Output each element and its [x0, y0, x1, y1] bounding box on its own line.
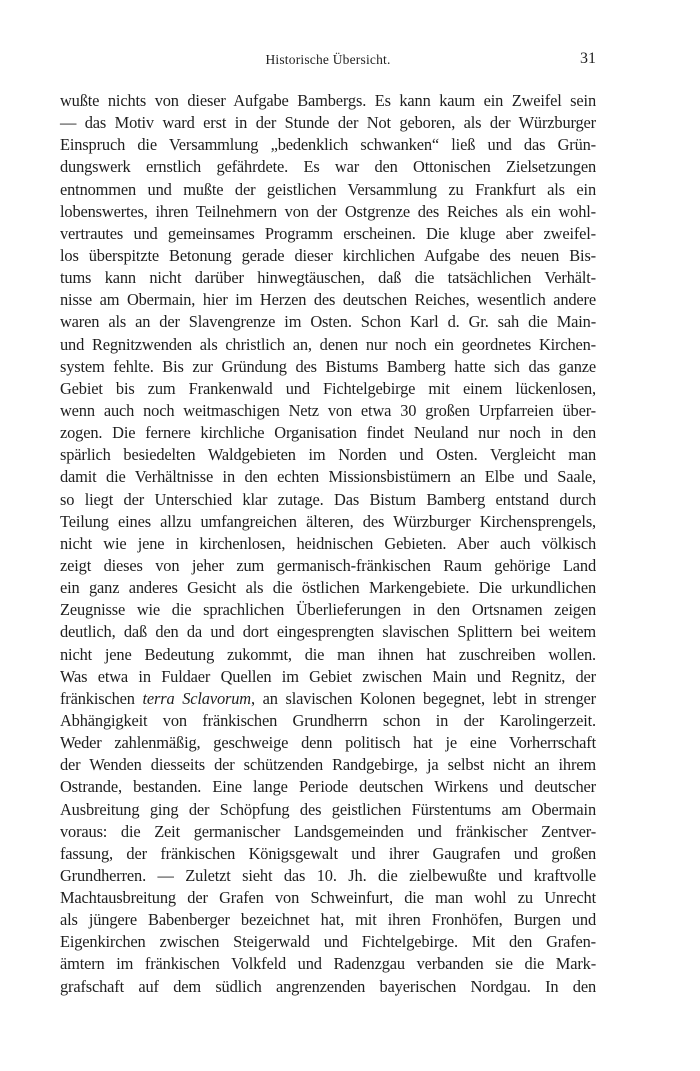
- text-line: Gebiet bis zum Frankenwald und Fichtelgebirge mit einem lückenlosen,: [60, 378, 596, 398]
- text-line: Was etwa in Fuldaer Quellen im Gebiet zwischen Main und Regnitz, der: [60, 666, 596, 686]
- text-line: entnommen und mußte der geistlichen Versammlung zu Frankfurt als ein: [60, 179, 596, 199]
- text-line: nicht jene Bedeutung zukommt, die man ihnen hat zuschreiben wollen.: [60, 644, 596, 664]
- body-paragraph: [60, 90, 596, 998]
- text-line: waren als an der Slavengrenze im Osten. Schon Karl d. Gr. sah die Main-: [60, 312, 596, 332]
- text-line: — das Motiv ward erst in der Stunde der Not geboren, als der Würzburger: [60, 113, 596, 133]
- text-line: wußte nichts von dieser Aufgabe Bambergs. Es kann kaum ein Zweifel sein: [60, 91, 596, 110]
- text-line: Ausbreitung ging der Schöpfung des geistlichen Fürstentums am Obermain: [60, 799, 596, 819]
- text-line: ein ganz anderes Gesicht als die östlichen Markengebiete. Die urkundlichen: [60, 578, 596, 598]
- running-title: Historische Übersicht.: [265, 52, 391, 67]
- text-line: der Wenden diesseits der schützenden Randgebirge, ja selbst nicht an ihrem: [60, 755, 596, 775]
- text-line: wenn auch noch weitmaschigen Netz von etwa 30 großen Urpfarreien über-: [60, 400, 596, 420]
- text-line: spärlich besiedelten Waldgebieten im Norden und Osten. Vergleicht man: [60, 445, 596, 465]
- text-line: Einspruch die Versammlung „bedenklich schwanken“ ließ und das Grün-: [60, 135, 596, 155]
- line-text-before-italic: fränkischen: [60, 688, 143, 708]
- text-line: nisse am Obermain, hier im Herzen des deutschen Reiches, wesentlich andere: [60, 290, 596, 310]
- running-header: [60, 52, 596, 72]
- text-line: zogen. Die fernere kirchliche Organisation findet Neuland nur noch in den: [60, 423, 596, 443]
- text-line: lobenswertes, ihren Teilnehmern von der Ostgrenze des Reiches als ein wohl-: [60, 201, 596, 221]
- text-line: Ostrande, bestanden. Eine lange Periode deutschen Wirkens und deutscher: [60, 777, 596, 797]
- text-line: Teilung eines allzu umfangreichen älteren, des Würzburger Kirchensprengels,: [60, 511, 596, 531]
- text-line: Eigenkirchen zwischen Steigerwald und Fichtelgebirge. Mit den Grafen-: [60, 932, 596, 952]
- text-line: fassung, der fränkischen Königsgewalt und ihrer Gaugrafen und großen: [60, 843, 596, 863]
- text-line: vertrautes und gemeinsames Programm erscheinen. Die kluge aber zweifel-: [60, 223, 596, 243]
- text-line: als jüngere Babenberger bezeichnet hat, mit ihren Fronhöfen, Burgen und: [60, 910, 596, 930]
- text-line: Machtausbreitung der Grafen von Schweinfurt, die man wohl zu Unrecht: [60, 888, 596, 908]
- text-line: so liegt der Unterschied klar zutage. Das Bistum Bamberg entstand durch: [60, 489, 596, 509]
- text-line: deutlich, daß den da und dort eingesprengten slavischen Splittern bei weitem: [60, 622, 596, 642]
- text-line: los überspitzte Betonung gerade dieser kirchlichen Aufgabe des neuen Bis-: [60, 245, 596, 265]
- text-line: grafschaft auf dem südlich angrenzenden bayerischen Nordgau. In den: [60, 976, 596, 996]
- text-line: Weder zahlenmäßig, geschweige denn politisch hat je eine Vorherrschaft: [60, 733, 596, 753]
- text-line: tums kann nicht darüber hinwegtäuschen, daß die tatsächlichen Verhält-: [60, 268, 596, 288]
- text-line: zeigt dieses von jeher zum germanisch-fränkischen Raum gehörige Land: [60, 555, 596, 575]
- text-line-with-italic: [60, 688, 596, 710]
- page-number: 31: [580, 50, 596, 67]
- text-line: Grundherren. — Zuletzt sieht das 10. Jh. die zielbewußte und kraftvolle: [60, 865, 596, 885]
- text-line: nicht wie jene in kirchenlosen, heidnischen Gebieten. Aber auch völkisch: [60, 533, 596, 553]
- text-line: system fehlte. Bis zur Gründung des Bistums Bamberg hatte sich das ganze: [60, 356, 596, 376]
- line-text-after-italic: , an slavischen Kolonen begegnet, lebt in strenger: [250, 688, 596, 708]
- text-line: Zeugnisse wie die sprachlichen Überlieferungen in den Ortsnamen zeigen: [60, 600, 596, 620]
- text-line: Abhängigkeit von fränkischen Grundherrn schon in der Karolingerzeit.: [60, 710, 596, 730]
- text-line: voraus: die Zeit germanischer Landsgemeinden und fränkischer Zentver-: [60, 821, 596, 841]
- text-line: ämtern im fränkischen Volkfeld und Radenzgau verbanden sie die Mark-: [60, 954, 596, 974]
- text-line: damit die Verhältnisse in den echten Missionsbistümern an Elbe und Saale,: [60, 467, 596, 487]
- text-line: dungswerk ernstlich gefährdete. Es war den Ottonischen Zielsetzungen: [60, 157, 596, 177]
- italic-phrase: terra Sclavorum: [142, 688, 251, 708]
- text-line: und Regnitzwenden als christlich an, denen nur noch ein geordnetes Kirchen-: [60, 334, 596, 354]
